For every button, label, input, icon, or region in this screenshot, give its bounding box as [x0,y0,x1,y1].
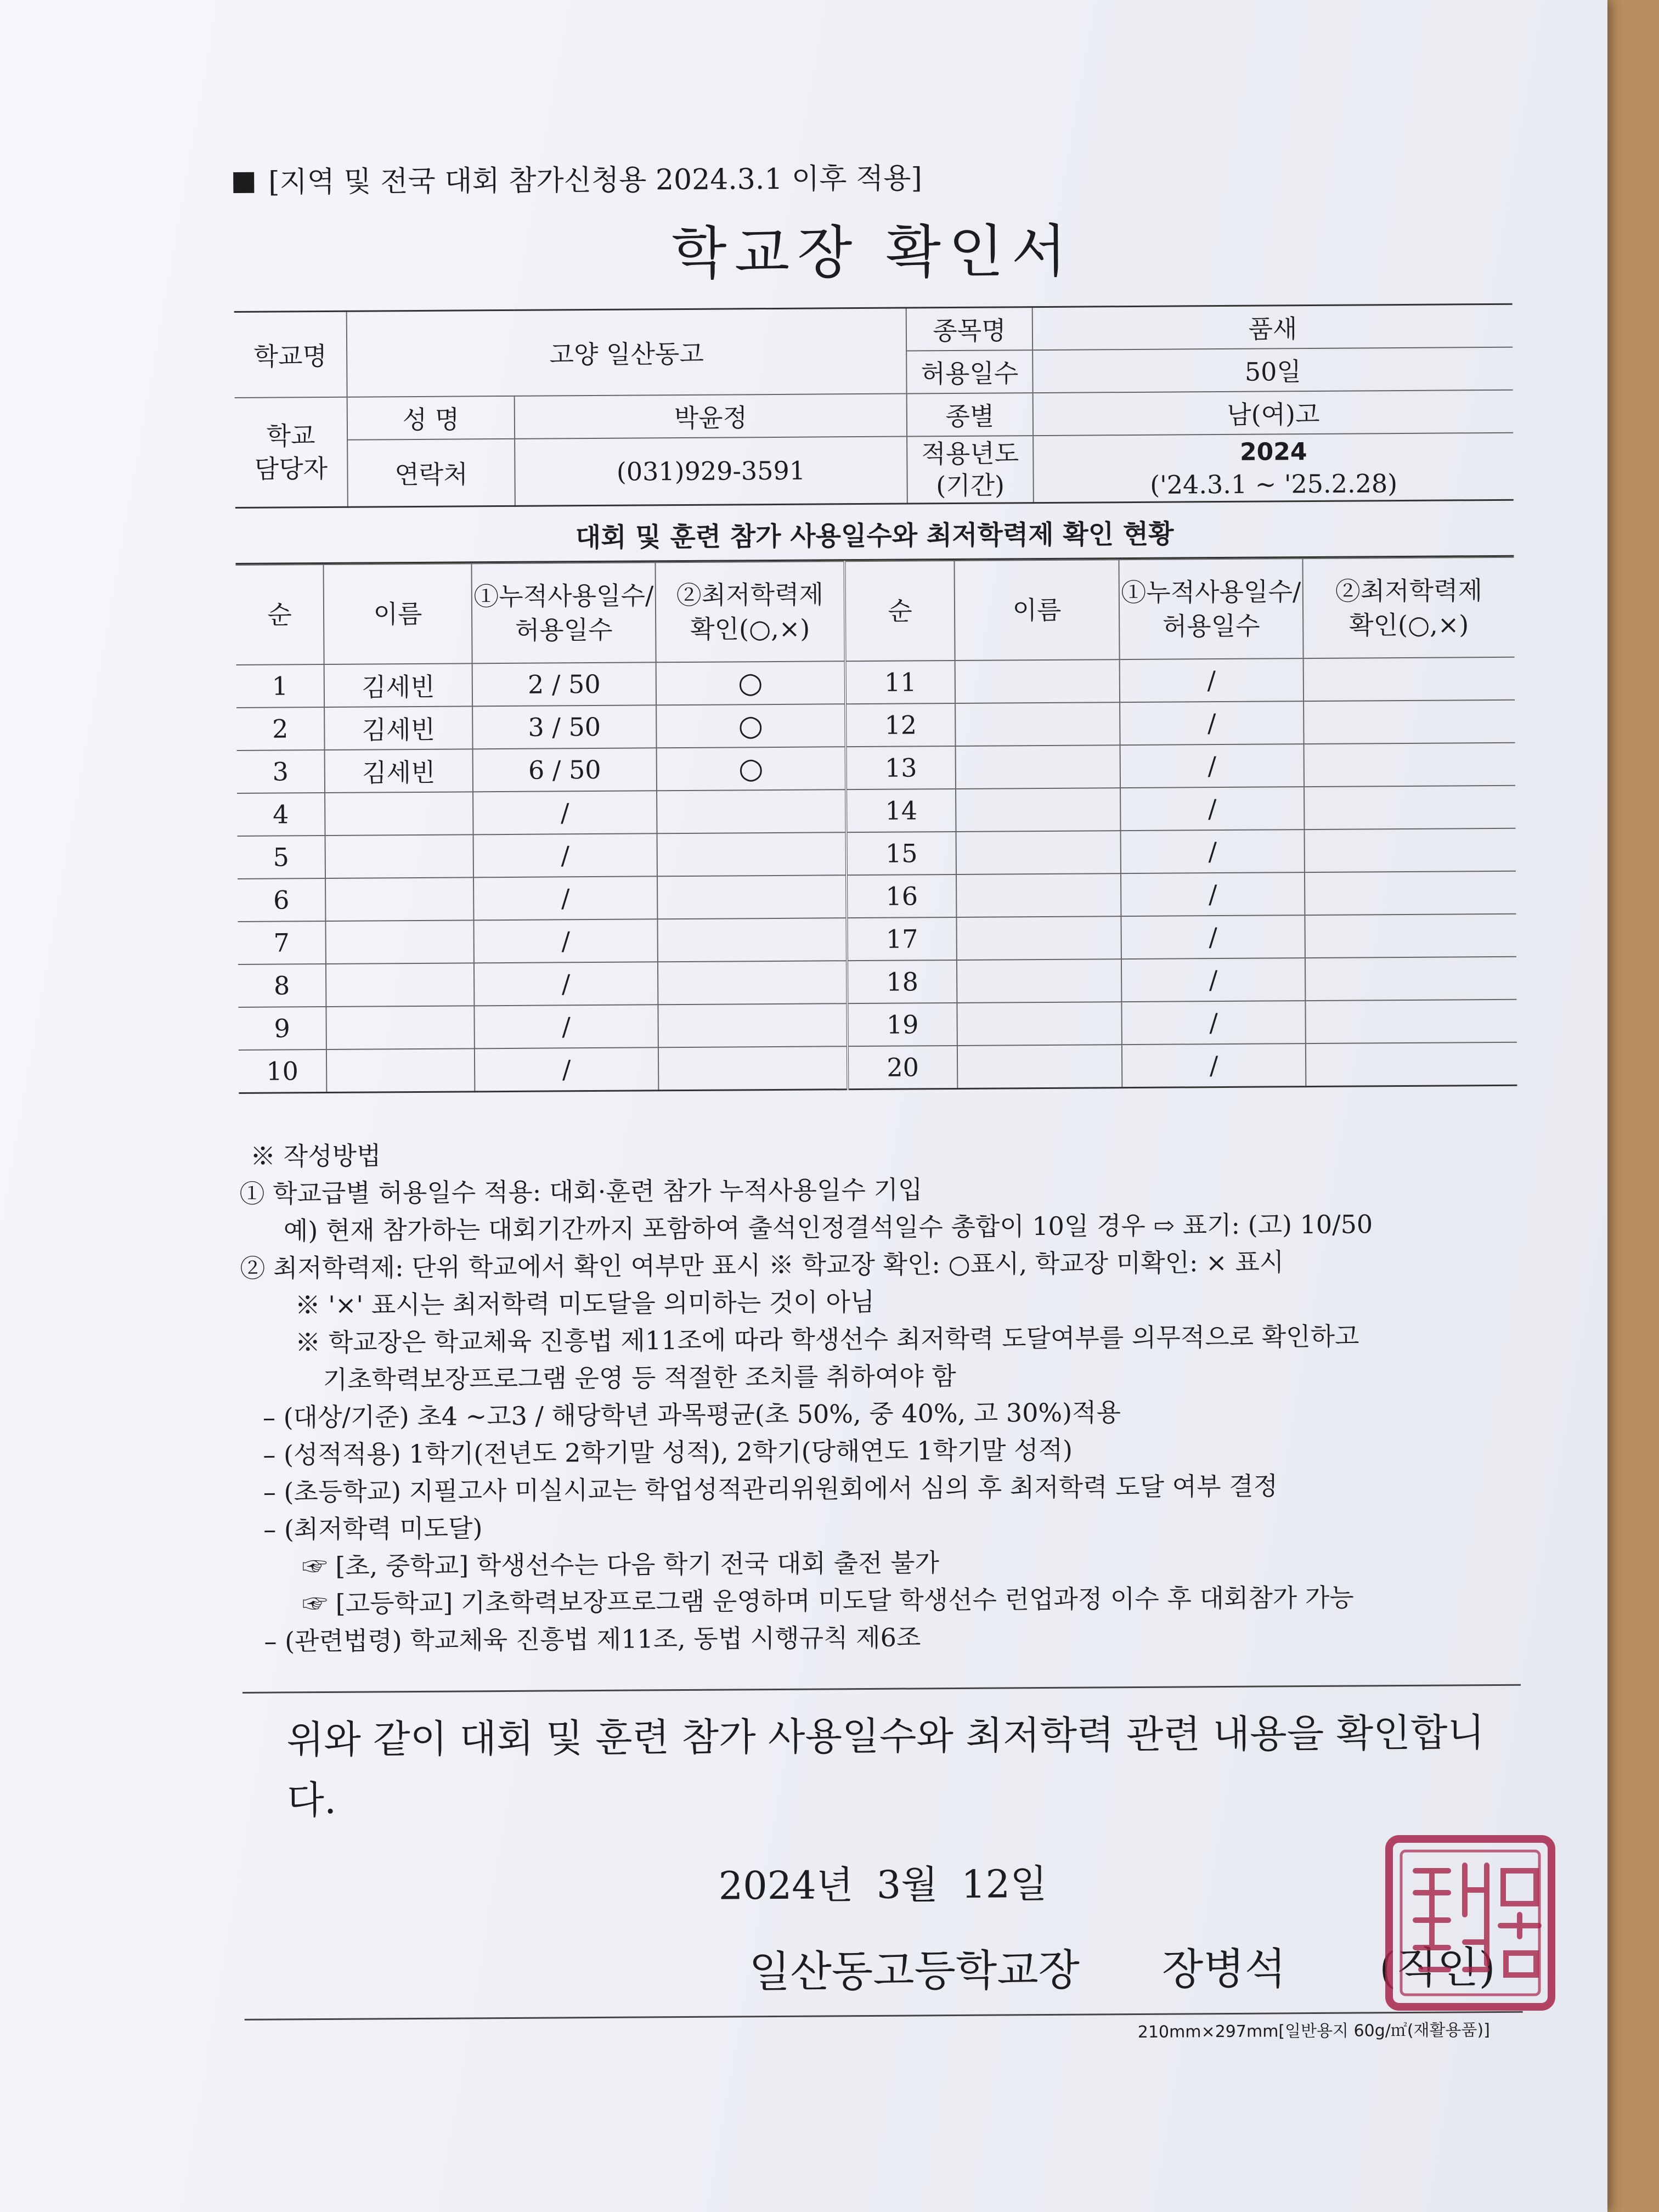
principal-title: 일산동고등학교장 [748,1945,1080,1997]
table-row [238,871,1516,922]
staff-label: 학교 담당자 [235,397,348,508]
note-line: ※ 학교장은 학교체육 진흥법 제11조에 따라 학생선수 최저학력 도달여부를 의무적으로 확인하고 [295,1321,1359,1358]
record-check-cell: ○ [656,704,845,748]
record-check-cell [1305,914,1516,958]
name-label: 성 명 [347,396,515,440]
record-days-cell: / [475,1047,658,1092]
contact-label: 연락처 [347,439,515,507]
record-name-cell [326,963,474,1007]
record-days-cell: / [1120,701,1304,745]
record-check-cell [1304,700,1515,744]
official-seal-stamp [1383,1832,1558,2013]
note-line: 예) 현재 참가하는 대회기간까지 포함하여 출석인정결석일수 총합이 10일 경우 ⇨ 표기: (고) 10/50 [283,1209,1373,1246]
record-name-cell [325,877,473,921]
principal-name: 장병석 [1161,1944,1286,1995]
record-days-cell: / [1122,1043,1306,1088]
school-name-label: 학교명 [234,311,347,398]
confirmation-statement: 위와 같이 대회 및 훈련 참가 사용일수와 최저학력 관련 내용을 확인합니다. [286,1710,1485,1823]
record-no-cell: 10 [239,1049,326,1093]
record-check-cell: ○ [656,661,845,705]
record-no-cell: 14 [846,789,956,832]
record-no-cell: 9 [238,1007,326,1050]
record-no-cell: 6 [238,878,325,922]
record-days-cell: / [1121,1001,1305,1045]
record-name-cell [325,834,473,878]
allowed-days-value: 50일 [1032,347,1513,393]
table-row [238,1000,1516,1050]
record-check-cell [1306,1042,1517,1087]
record-name-cell [956,916,1121,960]
col-header-check-left: ②최저학력제 확인(○,×) [656,561,845,662]
record-days-cell: 6 / 50 [473,748,657,792]
record-name-cell: 김세빈 [324,706,472,750]
table-row [236,657,1515,708]
note-line: – (초등학교) 지필고사 미실시교는 학업성적관리위원회에서 심의 후 최저학력 도달 여부 결정 [263,1471,1278,1507]
col-header-no-right: 순 [844,561,955,661]
table-row [236,700,1515,751]
record-check-cell [1305,957,1516,1001]
record-check-cell [657,875,847,919]
confirmation-date: 2024년 3월 12일 [718,1861,1048,1909]
gender-value: 남(여)고 [1033,390,1513,436]
record-name-cell [325,920,473,964]
record-days-cell: / [1120,744,1304,788]
record-days-cell: / [1121,915,1305,959]
note-line: ※ '×' 표시는 최저학력 미도달을 의미하는 것이 아님 [295,1286,875,1321]
record-name-cell [326,1048,475,1092]
record-check-cell [658,1046,848,1091]
record-days-cell: / [473,876,657,920]
record-days-cell: / [1121,958,1305,1002]
record-days-cell: / [473,833,657,877]
allowed-days-label: 허용일수 [906,350,1032,393]
col-header-name-right: 이름 [954,560,1119,661]
record-name-cell [956,745,1120,789]
record-check-cell [1305,1000,1516,1043]
record-days-cell: / [1120,787,1304,831]
record-no-cell: 13 [846,746,956,789]
record-no-cell: 15 [847,832,956,875]
table-subtitle: 대회 및 훈련 참가 사용일수와 최저학력제 확인 현황 [235,501,1514,565]
record-no-cell: 2 [236,707,324,751]
table-row [239,1042,1517,1093]
record-days-cell: / [473,791,657,834]
col-header-no-left: 순 [236,565,324,665]
record-name-cell [957,959,1121,1003]
record-check-cell: ○ [657,747,846,791]
record-check-cell [657,832,847,876]
record-days-cell: 2 / 50 [472,662,656,706]
paper-spec: 210mm×297mm[일반용지 60g/㎡(재활용품)] [1137,2021,1490,2042]
document [233,151,1523,2048]
record-check-cell [658,961,847,1005]
record-no-cell: 5 [238,836,325,879]
record-no-cell: 8 [238,964,326,1007]
record-name-cell [325,792,473,836]
record-no-cell: 18 [847,960,957,1003]
note-line: ① 학교급별 허용일수 적용: 대회·훈련 참가 누적사용일수 기입 [239,1175,923,1209]
col-header-check-right: ②최저학력제 확인(○,×) [1302,557,1514,658]
record-no-cell: 7 [238,921,325,964]
record-name-cell [956,873,1121,917]
record-check-cell [1305,871,1516,915]
record-no-cell: 4 [237,793,325,836]
square-bullet-icon [233,172,254,193]
record-name-cell [956,788,1120,832]
school-name-value: 고양 일산동고 [347,308,907,397]
divider [242,1684,1521,1694]
record-no-cell: 12 [845,703,955,747]
record-days-cell: / [473,919,657,963]
record-check-cell [1304,786,1515,830]
record-name-cell [955,659,1120,703]
year-label: 적용년도 (기간) [907,436,1034,504]
record-check-cell [657,789,846,833]
record-days-cell: 3 / 50 [472,705,656,749]
record-check-cell [658,1003,847,1047]
contact-value: (031)929-3591 [515,437,907,506]
record-check-cell [1304,743,1515,787]
record-no-cell: 1 [236,664,324,708]
table-row [238,828,1516,879]
record-days-cell: / [474,962,658,1006]
table-row [238,914,1516,964]
note-line: ☞ [고등학교] 기초학력보장프로그램 운영하며 미도달 학생선수 런업과정 이수 후 대회참가 가능 [302,1582,1354,1619]
record-no-cell: 20 [848,1046,957,1090]
name-value: 박윤정 [515,394,907,439]
record-no-cell: 16 [847,874,956,918]
record-no-cell: 19 [847,1003,957,1046]
record-days-cell: / [1120,658,1304,702]
seal-mark-label: (직인) [1379,1943,1496,1994]
record-name-cell: 김세빈 [325,749,473,793]
record-name-cell [955,702,1120,746]
record-name-cell [957,1045,1122,1088]
record-name-cell [326,1006,474,1049]
records-header-row [236,557,1515,665]
table-row [237,743,1515,793]
event-value: 품새 [1032,304,1513,350]
record-days-cell: / [1121,872,1305,916]
record-name-cell [956,831,1121,874]
table-row [238,957,1516,1007]
col-header-days-right: ①누적사용일수/ 허용일수 [1119,558,1303,659]
year-value: 2024 ('24.3.1 ~ '25.2.28) [1033,433,1514,503]
col-header-name-left: 이름 [324,563,472,664]
signature-line [244,1933,1523,2002]
school-info-table [234,303,1514,509]
note-line: ☞ [초, 중학교] 학생선수는 다음 학기 전국 대회 출전 불가 [302,1548,940,1582]
record-no-cell: 17 [847,917,956,961]
gender-label: 종별 [907,393,1033,436]
record-check-cell [1304,657,1515,701]
note-line: – (관련법령) 학교체육 진흥법 제11조, 동법 시행규칙 제6조 [264,1622,921,1656]
note-line: 기초학력보장프로그램 운영 등 적절한 조치를 취하여야 함 [323,1361,956,1395]
col-header-days-left: ①누적사용일수/ 허용일수 [472,562,656,663]
record-check-cell [1305,828,1516,872]
table-row [237,786,1515,836]
record-no-cell: 11 [845,661,955,704]
writing-instructions [239,1130,1521,1660]
record-name-cell [957,1002,1121,1046]
records-table [236,557,1517,1094]
form-type-line: [지역 및 전국 대회 참가신청용 2024.3.1 이후 적용] [233,151,1511,200]
note-line: ② 최저학력제: 단위 학교에서 확인 여부만 표시 ※ 학교장 확인: ○표시, 학교장 미확인: × 표시 [240,1247,1284,1283]
record-no-cell: 3 [237,750,325,793]
notes-title: ※ 작성방법 [250,1141,381,1171]
document-title: 학교장 확인서 [671,217,1075,287]
record-name-cell: 김세빈 [324,663,472,707]
record-check-cell [657,918,847,962]
note-line: – (최저학력 미도달) [263,1513,483,1544]
event-label: 종목명 [906,307,1032,351]
note-line: – (성적적용) 1학기(전년도 2학기말 성적), 2학기(당해연도 1학기말 성적) [263,1435,1073,1470]
note-line: – (대상/기준) 초4 ~고3 / 해당학년 과목평균(초 50%, 중 40%, 고 30%)적용 [262,1397,1121,1432]
record-days-cell: / [474,1005,658,1048]
record-days-cell: / [1121,830,1305,873]
